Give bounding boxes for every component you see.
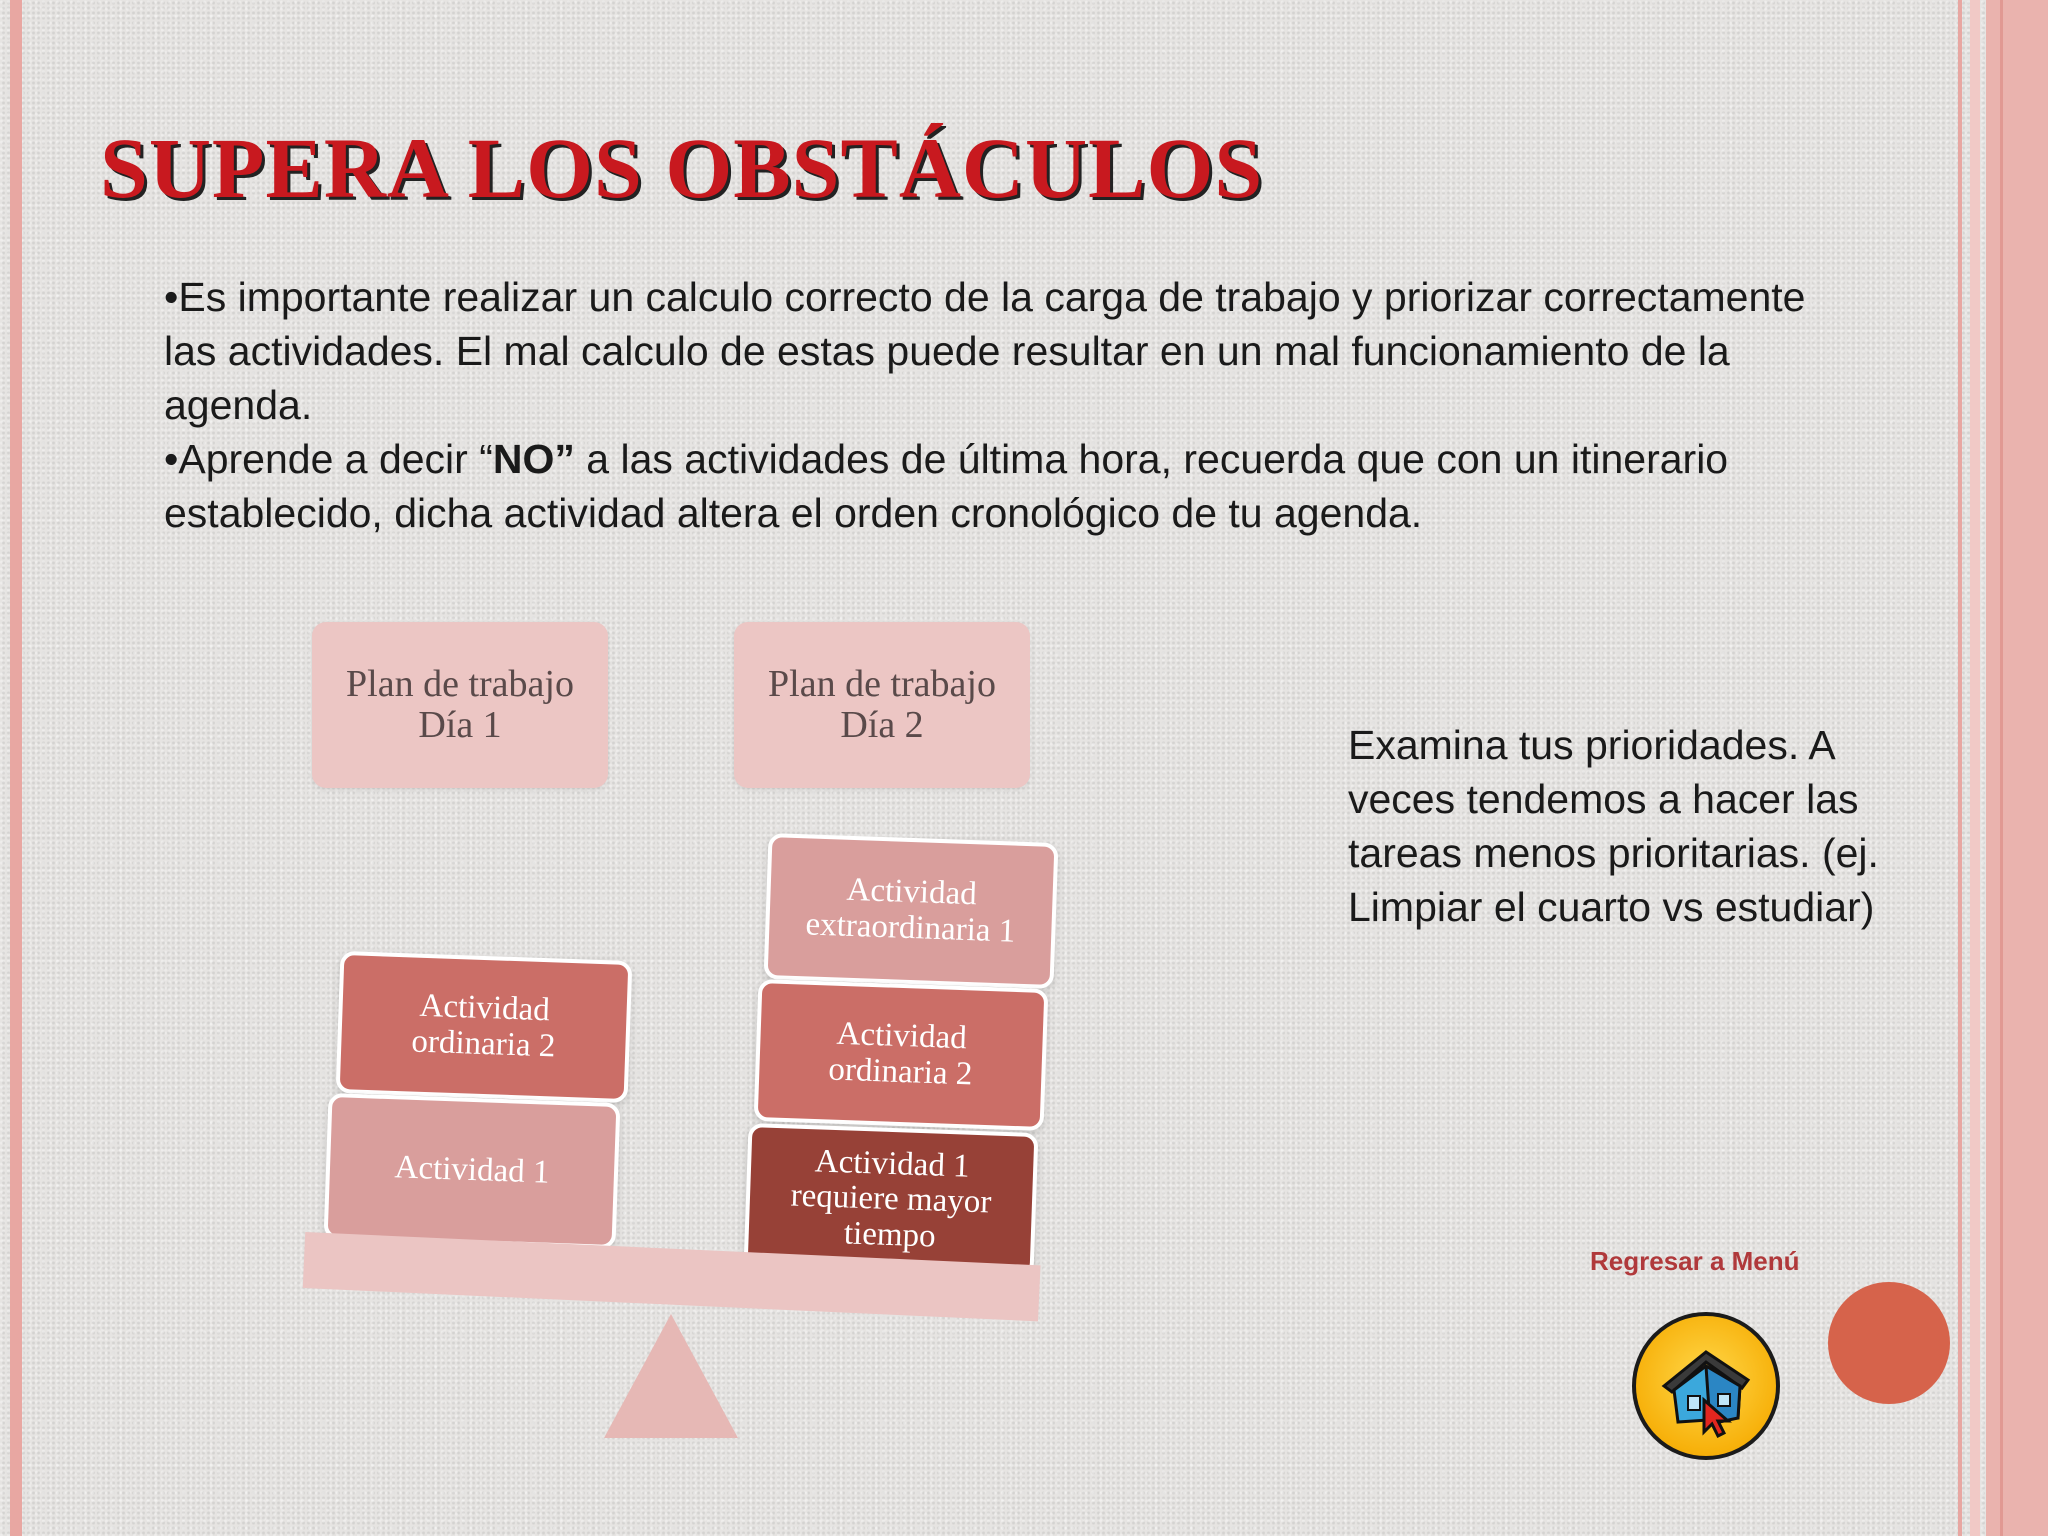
right-border-line bbox=[2000, 0, 2003, 1536]
right-border-line bbox=[1958, 0, 1962, 1536]
side-note: Examina tus prioridades. A veces tendemos a hacer las tareas menos prioritarias. (ej. Limpiar el cuarto vs estudiar) bbox=[1348, 722, 1879, 930]
back-to-menu-link[interactable]: Regresar a Menú bbox=[1590, 1246, 1800, 1276]
bullet-2 bbox=[164, 432, 1824, 540]
balance-fulcrum bbox=[604, 1314, 738, 1438]
bullet-2-prefix: •Aprende a decir “ bbox=[164, 436, 493, 482]
right-border-line bbox=[1970, 0, 1980, 1536]
bullet-2-suffix: a las actividades de última hora, recuerda que con un itinerario establecido, dicha actividad altera el orden cronológico de tu agenda. bbox=[164, 436, 1729, 536]
day1-activity-ordinary-2: Actividad ordinaria 2 bbox=[336, 951, 633, 1103]
day2-activity-ordinary-2: Actividad ordinaria 2 bbox=[754, 979, 1049, 1131]
bullet-2-emphasis: NO” bbox=[492, 436, 575, 482]
right-border-band bbox=[1986, 0, 2048, 1536]
plan-day1-box: Plan de trabajo Día 1 bbox=[312, 622, 608, 788]
day2-activity-1-more-time: Actividad 1 requiere mayor tiempo bbox=[744, 1123, 1039, 1277]
home-button[interactable] bbox=[1632, 1312, 1780, 1460]
bullet-1: •Es importante realizar un calculo correcto de la carga de trabajo y priorizar correctamente las actividades. El mal calculo de estas puede resultar en un mal funcionamiento de la agenda. bbox=[164, 274, 1806, 428]
plan-day2-box: Plan de trabajo Día 2 bbox=[734, 622, 1030, 788]
left-border-decoration bbox=[10, 0, 22, 1536]
decorative-circle bbox=[1828, 1282, 1950, 1404]
home-icon bbox=[1650, 1330, 1762, 1442]
slide-title: SUPERA LOS OBSTÁCULOS bbox=[100, 120, 1264, 216]
day1-activity-1: Actividad 1 bbox=[324, 1093, 621, 1249]
body-text bbox=[164, 270, 1824, 540]
day2-activity-extraordinary-1: Actividad extraordinaria 1 bbox=[764, 833, 1059, 989]
